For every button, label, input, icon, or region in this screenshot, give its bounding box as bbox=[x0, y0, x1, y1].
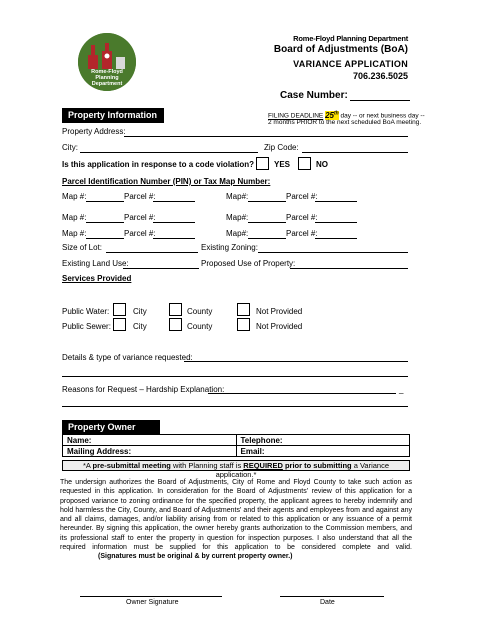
filing-deadline-detail: 2 months PRIOR to the next scheduled BoA meeting. bbox=[268, 119, 422, 126]
water-city-checkbox[interactable] bbox=[113, 303, 126, 316]
services-heading: Services Provided bbox=[62, 274, 132, 283]
owner-signature-label: Owner Signature bbox=[126, 599, 179, 606]
zoning-label: Existing Zoning: bbox=[201, 243, 258, 252]
not-provided-option: Not Provided bbox=[256, 322, 303, 331]
owner-telephone-label: Telephone: bbox=[240, 435, 283, 445]
parcel-label: Parcel #: bbox=[124, 213, 156, 222]
map-field[interactable] bbox=[248, 238, 286, 239]
reasons-label: Reasons for Request – Hardship Explanation: bbox=[62, 385, 225, 394]
county-option: County bbox=[187, 307, 213, 316]
owner-telephone-cell[interactable] bbox=[236, 435, 410, 446]
map-label: Map#: bbox=[226, 192, 249, 201]
map-label: Map #: bbox=[62, 213, 87, 222]
land-use-label: Existing Land Use: bbox=[62, 259, 129, 268]
not-provided-option: Not Provided bbox=[256, 307, 303, 316]
section-header-owner: Property Owner bbox=[62, 420, 160, 434]
county-option: County bbox=[187, 322, 213, 331]
date-field[interactable] bbox=[280, 596, 384, 597]
water-none-checkbox[interactable] bbox=[237, 303, 250, 316]
property-address-field[interactable] bbox=[124, 136, 408, 137]
city-label: City: bbox=[62, 143, 78, 152]
public-sewer-label: Public Sewer: bbox=[62, 322, 111, 331]
case-number-label: Case Number: bbox=[280, 90, 348, 101]
proposed-use-field[interactable] bbox=[290, 268, 408, 269]
phone-number: 706.236.5025 bbox=[352, 71, 408, 81]
city-option: City bbox=[133, 322, 147, 331]
owner-mailing-label: Mailing Address: bbox=[67, 446, 132, 456]
no-label: NO bbox=[316, 160, 328, 169]
land-use-field[interactable] bbox=[123, 268, 199, 269]
owner-name-label: Name: bbox=[67, 435, 92, 445]
reasons-dash: _ bbox=[399, 385, 404, 394]
parcel-field[interactable] bbox=[315, 201, 357, 202]
parcel-field[interactable] bbox=[153, 222, 195, 223]
section-header-property: Property Information bbox=[62, 108, 164, 123]
map-field[interactable] bbox=[248, 201, 286, 202]
dept-name: Rome-Floyd Planning Department bbox=[293, 34, 408, 43]
pin-heading: Parcel Identification Number (PIN) or Tax Map Number: bbox=[62, 177, 271, 186]
variance-details-label: Details & type of variance requested: bbox=[62, 353, 193, 362]
parcel-field[interactable] bbox=[315, 238, 357, 239]
pre-submittal-note: *A pre-submittal meeting with Planning staff is REQUIRED prior to submitting a Variance application.* bbox=[62, 460, 410, 471]
city-field[interactable] bbox=[80, 152, 258, 153]
authorization-paragraph: The undersign authorizes the Board of Adjustments, City of Rome and Floyd County to take such action as requested in this application. In consideration for the Board of Adjustments' review of this application for a proposed variance to zoning ordinance for the specified property, the applicant agrees to hereby indemnify and hold harmless the City, County, and Board of Adjustments' and their agents and employees from and against any and all claims, damages, and/or liability arising from or related to this application or any issuance of a permit hereunder. By signing this application, the owner hereby grants authorization to the Commission members, and its professional staff to enter the property in question for inspection purposes. I also understand that all the required information must be supplied for this application to be considered complete and valid. (Signatures must be original & by current property owner.) bbox=[60, 479, 412, 561]
filing-deadline: FILING DEADLINE 25th day -- or next business day -- bbox=[268, 110, 425, 120]
map-field[interactable] bbox=[86, 238, 124, 239]
owner-email-label: Email: bbox=[240, 446, 265, 456]
water-county-checkbox[interactable] bbox=[169, 303, 182, 316]
owner-name-cell[interactable] bbox=[63, 435, 237, 446]
violation-yes-checkbox[interactable] bbox=[256, 157, 269, 170]
parcel-label: Parcel #: bbox=[286, 229, 318, 238]
parcel-label: Parcel #: bbox=[124, 229, 156, 238]
reasons-field-2[interactable] bbox=[62, 406, 408, 407]
parcel-label: Parcel #: bbox=[124, 192, 156, 201]
violation-no-checkbox[interactable] bbox=[298, 157, 311, 170]
parcel-label: Parcel #: bbox=[286, 192, 318, 201]
owner-email-cell[interactable] bbox=[236, 446, 410, 457]
owner-signature-field[interactable] bbox=[80, 596, 222, 597]
owner-table bbox=[62, 434, 410, 457]
parcel-label: Parcel #: bbox=[286, 213, 318, 222]
map-field[interactable] bbox=[86, 201, 124, 202]
parcel-field[interactable] bbox=[315, 222, 357, 223]
sewer-city-checkbox[interactable] bbox=[113, 318, 126, 331]
proposed-use-label: Proposed Use of Property: bbox=[201, 259, 296, 268]
violation-question: Is this application in response to a code violation? bbox=[62, 160, 255, 169]
variance-details-field[interactable] bbox=[184, 361, 408, 362]
date-label: Date bbox=[320, 599, 335, 606]
yes-label: YES bbox=[274, 160, 291, 169]
map-label: Map #: bbox=[62, 229, 87, 238]
department-logo bbox=[78, 33, 136, 91]
zip-label: Zip Code: bbox=[264, 143, 299, 152]
zip-field[interactable] bbox=[302, 152, 408, 153]
property-address-label: Property Address: bbox=[62, 127, 126, 136]
city-option: City bbox=[133, 307, 147, 316]
map-label: Map#: bbox=[226, 213, 249, 222]
sewer-none-checkbox[interactable] bbox=[237, 318, 250, 331]
sewer-county-checkbox[interactable] bbox=[169, 318, 182, 331]
map-label: Map #: bbox=[62, 192, 87, 201]
parcel-field[interactable] bbox=[153, 201, 195, 202]
zoning-field[interactable] bbox=[258, 252, 408, 253]
parcel-field[interactable] bbox=[153, 238, 195, 239]
map-field[interactable] bbox=[248, 222, 286, 223]
case-number-field[interactable] bbox=[350, 100, 410, 101]
variance-details-field-2[interactable] bbox=[62, 376, 408, 377]
lot-size-label: Size of Lot: bbox=[62, 243, 103, 252]
reasons-field[interactable] bbox=[208, 393, 396, 394]
map-field[interactable] bbox=[86, 222, 124, 223]
public-water-label: Public Water: bbox=[62, 307, 110, 316]
logo-text: Rome-Floyd Planning Department bbox=[91, 69, 123, 87]
map-label: Map#: bbox=[226, 229, 249, 238]
owner-mailing-cell[interactable] bbox=[63, 446, 237, 457]
form-title: VARIANCE APPLICATION bbox=[293, 59, 408, 69]
board-name: Board of Adjustments (BoA) bbox=[273, 44, 408, 55]
lot-size-field[interactable] bbox=[106, 252, 198, 253]
